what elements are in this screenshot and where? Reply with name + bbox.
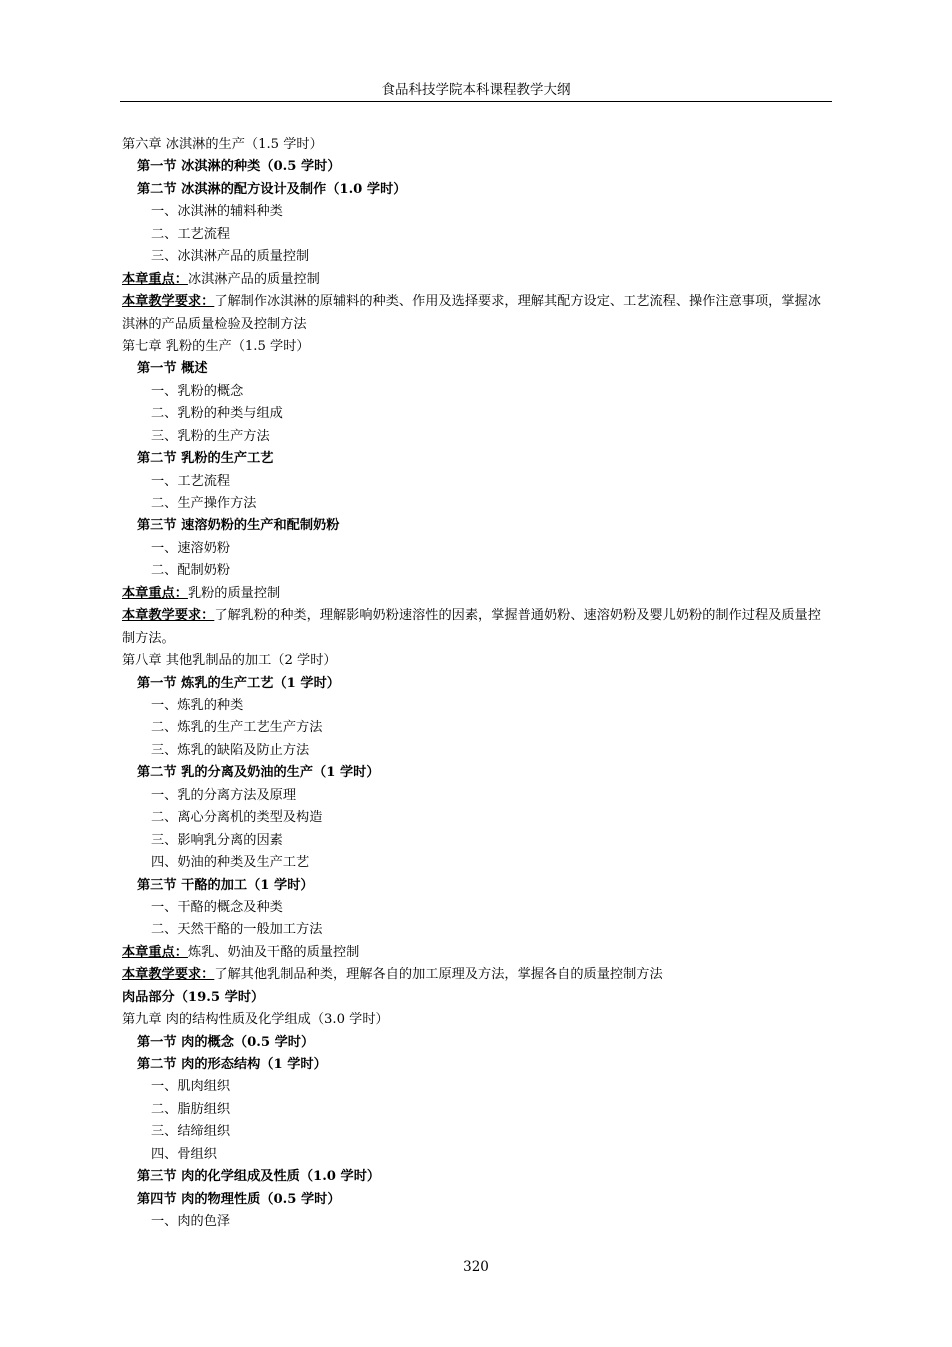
outline-item: 一、乳粉的概念 (151, 383, 244, 399)
chapter-heading: 第七章 乳粉的生产（1.5 学时） (122, 338, 310, 354)
section-heading: 第一节 概述 (137, 361, 208, 377)
outline-item: 二、脂肪组织 (151, 1101, 231, 1117)
outline-item: 三、炼乳的缺陷及防止方法 (151, 742, 310, 758)
chapter-heading: 第八章 其他乳制品的加工（2 学时） (122, 653, 337, 669)
chapter-key-point (122, 269, 834, 291)
outline-item: 二、天然干酪的一般加工方法 (151, 922, 323, 938)
section-heading: 第三节 肉的化学组成及性质（1.0 学时） (137, 1169, 381, 1185)
key-point-label: 本章重点： (122, 271, 188, 287)
outline-item: 四、骨组织 (151, 1146, 217, 1162)
outline-item: 二、配制奶粉 (151, 563, 231, 579)
chapter-heading: 第九章 肉的结构性质及化学组成（3.0 学时） (122, 1012, 389, 1028)
outline-item: 一、肌肉组织 (151, 1079, 231, 1095)
outline-item: 二、生产操作方法 (151, 496, 257, 512)
outline-item: 二、乳粉的种类与组成 (151, 406, 283, 422)
outline-item: 三、结缔组织 (151, 1124, 231, 1140)
section-heading: 第二节 乳的分离及奶油的生产（1 学时） (137, 765, 380, 781)
chapter-teaching-requirement (122, 605, 834, 650)
page-number: 320 (463, 1259, 489, 1275)
outline-item: 一、速溶奶粉 (151, 540, 231, 556)
requirement-text: 了解制作冰淇淋的原辅料的种类、作用及选择要求，理解其配方设定、工艺流程、操作注意事项，掌握冰淇淋的产品质量检验及控制方法 (122, 294, 821, 332)
requirement-label: 本章教学要求： (122, 967, 215, 983)
section-heading: 第二节 冰淇淋的配方设计及制作（1.0 学时） (137, 181, 407, 197)
header-rule (120, 101, 832, 102)
outline-item: 一、干酪的概念及种类 (151, 899, 283, 915)
running-header-title: 食品科技学院本科课程教学大纲 (381, 82, 571, 98)
section-heading: 第一节 炼乳的生产工艺（1 学时） (137, 675, 340, 691)
outline-item: 二、工艺流程 (151, 226, 231, 242)
key-point-label: 本章重点： (122, 585, 188, 601)
outline-item: 二、离心分离机的类型及构造 (151, 810, 323, 826)
outline-item: 一、炼乳的种类 (151, 698, 244, 713)
requirement-label: 本章教学要求： (122, 294, 215, 310)
key-point-label: 本章重点： (122, 944, 188, 960)
key-point-text: 乳粉的质量控制 (187, 585, 281, 601)
section-heading: 第三节 干酪的加工（1 学时） (137, 877, 314, 893)
outline-item: 三、乳粉的生产方法 (151, 428, 270, 444)
outline-item: 一、乳的分离方法及原理 (151, 787, 297, 803)
section-heading: 第二节 乳粉的生产工艺 (137, 451, 274, 467)
key-point-text: 冰淇淋产品的质量控制 (187, 271, 320, 287)
requirement-text: 了解其他乳制品种类，理解各自的加工原理及方法，掌握各自的质量控制方法 (214, 967, 663, 983)
chapter-teaching-requirement (122, 964, 834, 986)
section-heading: 第一节 肉的概念（0.5 学时） (137, 1034, 315, 1050)
outline-item: 三、冰淇淋产品的质量控制 (151, 249, 310, 265)
section-heading: 第三节 速溶奶粉的生产和配制奶粉 (137, 518, 340, 534)
requirement-label: 本章教学要求： (122, 608, 215, 624)
document-body (122, 134, 834, 1234)
requirement-text: 了解乳粉的种类，理解影响奶粉速溶性的因素，掌握普通奶粉、速溶奶粉及婴儿奶粉的制作过程及质量控制方法。 (122, 608, 821, 646)
section-heading: 第一节 冰淇淋的种类（0.5 学时） (137, 159, 341, 175)
chapter-key-point (122, 942, 834, 964)
outline-item: 一、肉的色泽 (151, 1214, 231, 1230)
key-point-text: 炼乳、奶油及干酪的质量控制 (187, 944, 360, 960)
outline-item: 四、奶油的种类及生产工艺 (151, 855, 310, 871)
outline-item: 一、工艺流程 (151, 473, 231, 489)
outline-item: 一、冰淇淋的辅料种类 (151, 204, 283, 220)
outline-item: 三、影响乳分离的因素 (151, 832, 283, 848)
chapter-heading: 第六章 冰淇淋的生产（1.5 学时） (122, 137, 323, 152)
chapter-teaching-requirement (122, 291, 834, 336)
chapter-key-point (122, 583, 834, 605)
section-heading: 第四节 肉的物理性质（0.5 学时） (137, 1191, 341, 1207)
outline-item: 二、炼乳的生产工艺生产方法 (151, 720, 323, 736)
section-heading: 第二节 肉的形态结构（1 学时） (137, 1057, 327, 1073)
part-heading: 肉品部分（19.5 学时） (122, 989, 265, 1005)
